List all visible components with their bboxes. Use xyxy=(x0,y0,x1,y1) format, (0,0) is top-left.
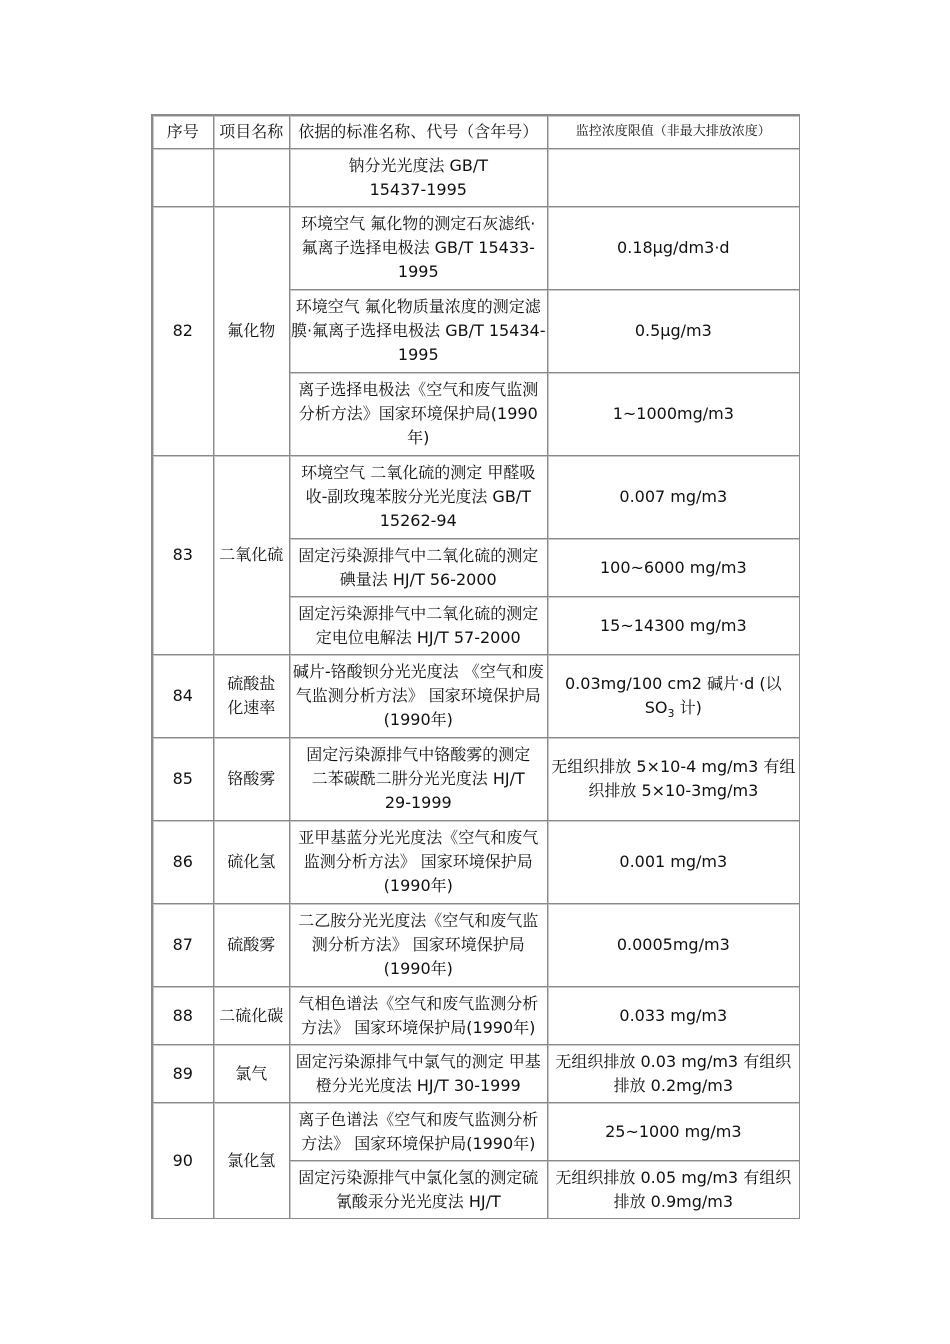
table-row xyxy=(153,1103,800,1161)
cell-item-name: 氟化物 xyxy=(214,207,290,456)
table-row xyxy=(153,904,800,987)
cell-limit xyxy=(548,655,800,738)
cell-limit: 0.18µg/dm3·d xyxy=(548,207,800,290)
cell-item-name: 二氧化硫 xyxy=(214,456,290,655)
header-limit: 监控浓度限值（非最大排放浓度） xyxy=(548,116,800,149)
standards-table xyxy=(151,114,800,1219)
cell-no: 87 xyxy=(153,904,214,987)
cell-no xyxy=(153,149,214,207)
cell-method: 碱片-铬酸钡分光光度法 《空气和废气监测分析方法》 国家环境保护局(1990年) xyxy=(290,655,548,738)
cell-limit: 0.007 mg/m3 xyxy=(548,456,800,539)
cell-no: 83 xyxy=(153,456,214,655)
cell-no: 88 xyxy=(153,987,214,1045)
cell-limit: 无组织排放 5×10-4 mg/m3 有组织排放 5×10-3mg/m3 xyxy=(548,738,800,821)
cell-method: 固定污染源排气中铬酸雾的测定二苯碳酰二肼分光光度法 HJ/T 29-1999 xyxy=(290,738,548,821)
cell-method: 环境空气 氟化物质量浓度的测定滤膜·氟离子选择电极法 GB/T 15434-1995 xyxy=(290,290,548,373)
cell-limit: 15~14300 mg/m3 xyxy=(548,597,800,655)
cell-limit: 无组织排放 0.05 mg/m3 有组织排放 0.9mg/m3 xyxy=(548,1161,800,1219)
cell-limit: 0.0005mg/m3 xyxy=(548,904,800,987)
cell-method: 离子色谱法《空气和废气监测分析方法》 国家环境保护局(1990年) xyxy=(290,1103,548,1161)
table-row xyxy=(153,987,800,1045)
cell-method: 钠分光光度法 GB/T 15437-1995 xyxy=(290,149,548,207)
cell-item-name xyxy=(214,149,290,207)
cell-no: 86 xyxy=(153,821,214,904)
cell-method: 二乙胺分光光度法《空气和废气监测分析方法》 国家环境保护局(1990年) xyxy=(290,904,548,987)
cell-limit: 0.5µg/m3 xyxy=(548,290,800,373)
cell-item-name: 氯化氢 xyxy=(214,1103,290,1219)
cell-limit xyxy=(548,149,800,207)
cell-item-name: 二硫化碳 xyxy=(214,987,290,1045)
cell-item-name: 铬酸雾 xyxy=(214,738,290,821)
header-standard: 依据的标准名称、代号（含年号） xyxy=(290,116,548,149)
cell-method: 固定污染源排气中二氧化硫的测定碘量法 HJ/T 56-2000 xyxy=(290,539,548,597)
cell-item-name: 硫酸雾 xyxy=(214,904,290,987)
limit-subscript: 3 xyxy=(667,707,675,721)
cell-no: 82 xyxy=(153,207,214,456)
table-row xyxy=(153,821,800,904)
cell-no: 90 xyxy=(153,1103,214,1219)
cell-method: 固定污染源排气中氯化氢的测定硫氰酸汞分光光度法 HJ/T xyxy=(290,1161,548,1219)
cell-limit: 25~1000 mg/m3 xyxy=(548,1103,800,1161)
cell-item-name: 硫化氢 xyxy=(214,821,290,904)
cell-limit: 1~1000mg/m3 xyxy=(548,373,800,456)
header-no: 序号 xyxy=(153,116,214,149)
cell-limit: 0.033 mg/m3 xyxy=(548,987,800,1045)
table-row xyxy=(153,207,800,290)
cell-method: 离子选择电极法《空气和废气监测分析方法》国家环境保护局(1990年) xyxy=(290,373,548,456)
limit-text: 0.03mg/100 cm2 碱片·d (以 xyxy=(565,674,782,693)
cell-method: 固定污染源排气中氯气的测定 甲基橙分光光度法 HJ/T 30-1999 xyxy=(290,1045,548,1103)
cell-item-name: 硫酸盐化速率 xyxy=(214,655,290,738)
header-item-name: 项目名称 xyxy=(214,116,290,149)
cell-limit: 100~6000 mg/m3 xyxy=(548,539,800,597)
cell-method: 亚甲基蓝分光光度法《空气和废气监测分析方法》 国家环境保护局(1990年) xyxy=(290,821,548,904)
cell-no: 85 xyxy=(153,738,214,821)
cell-method: 固定污染源排气中二氧化硫的测定定电位电解法 HJ/T 57-2000 xyxy=(290,597,548,655)
table-row xyxy=(153,456,800,539)
limit-compound: SO xyxy=(644,698,668,717)
cell-limit: 无组织排放 0.03 mg/m3 有组织排放 0.2mg/m3 xyxy=(548,1045,800,1103)
limit-tail: 计) xyxy=(674,698,702,717)
cell-method: 环境空气 二氧化硫的测定 甲醛吸收-副玫瑰苯胺分光光度法 GB/T 15262-94 xyxy=(290,456,548,539)
table-row xyxy=(153,149,800,207)
cell-no: 84 xyxy=(153,655,214,738)
cell-method: 气相色谱法《空气和废气监测分析方法》 国家环境保护局(1990年) xyxy=(290,987,548,1045)
cell-no: 89 xyxy=(153,1045,214,1103)
table-row xyxy=(153,655,800,738)
cell-method: 环境空气 氟化物的测定石灰滤纸·氟离子选择电极法 GB/T 15433-1995 xyxy=(290,207,548,290)
table-row xyxy=(153,738,800,821)
table-header-row xyxy=(153,116,800,149)
cell-item-name: 氯气 xyxy=(214,1045,290,1103)
cell-limit: 0.001 mg/m3 xyxy=(548,821,800,904)
table-row xyxy=(153,1045,800,1103)
